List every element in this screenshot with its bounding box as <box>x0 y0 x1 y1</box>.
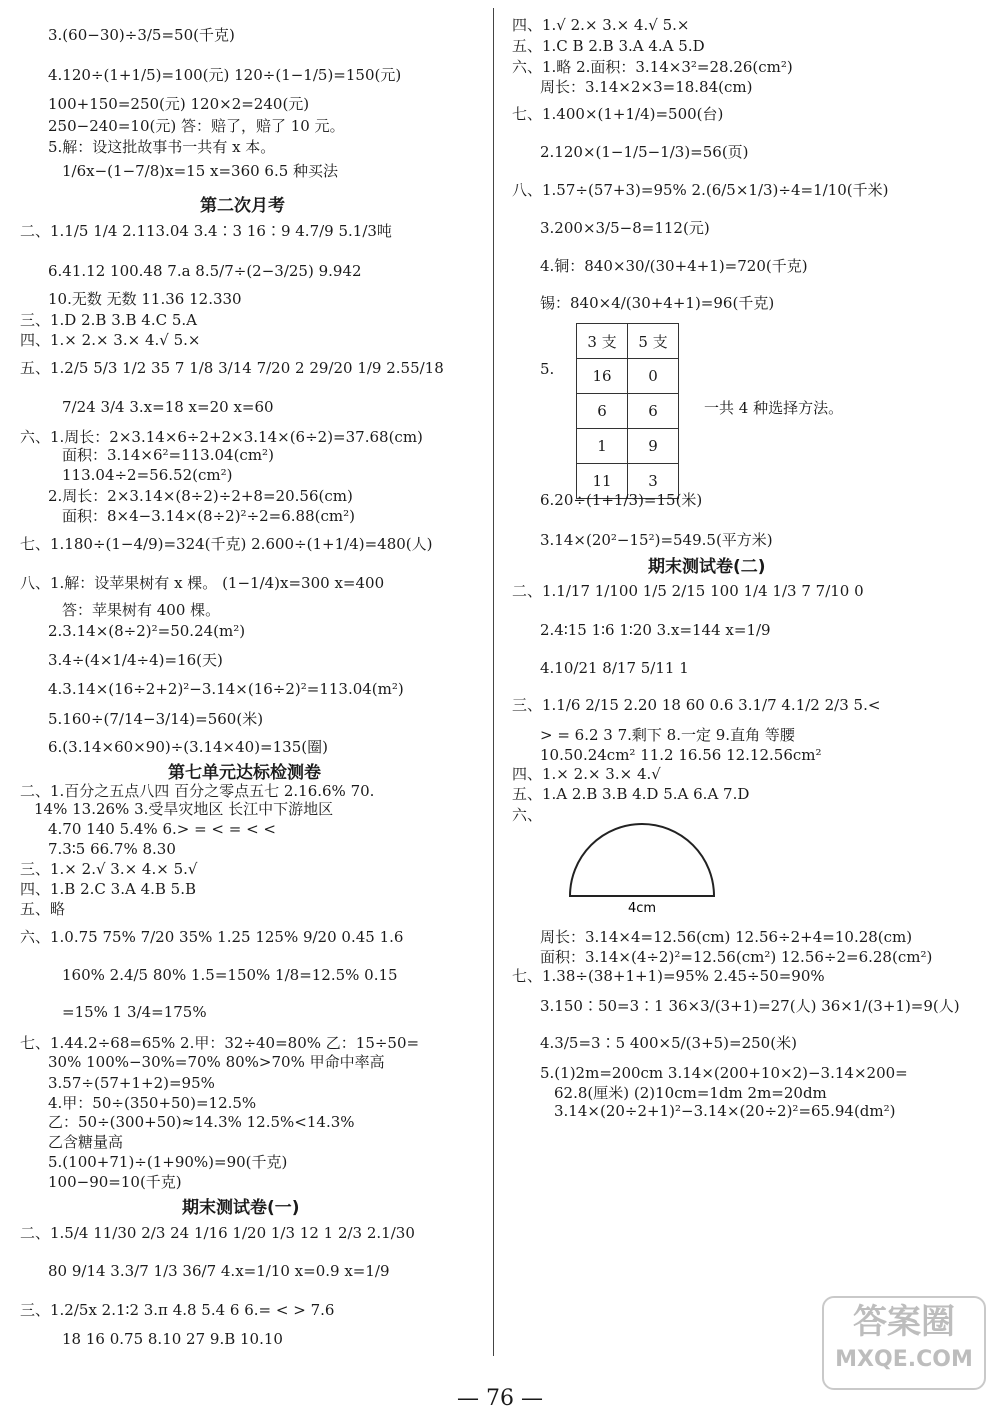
section-heading: 第二次月考 <box>200 196 285 216</box>
answer-line: 4.10/21 8/17 5/11 1 <box>540 659 689 677</box>
answer-line: 2.4∶15 1∶6 1∶20 3.x=144 x=1/9 <box>540 621 771 639</box>
answer-line: 五、1.A 2.B 3.B 4.D 5.A 6.A 7.D <box>512 785 750 803</box>
table-row <box>577 394 679 429</box>
answer-line: 3.4÷(4×1/4÷4)=16(天) <box>48 651 223 669</box>
answer-line: 10.50.24cm² 11.2 16.56 12.12.56cm² <box>540 746 822 764</box>
answer-line: 四、1.× 2.× 3.× 4.√ 5.× <box>20 331 201 349</box>
column-divider <box>493 8 494 1356</box>
answer-line: > = 6.2 3 7.剩下 8.一定 9.直角 等腰 <box>540 726 795 744</box>
answer-line: 三、1.× 2.√ 3.× 4.× 5.√ <box>20 860 198 878</box>
answer-line: 10.无数 无数 11.36 12.330 <box>48 290 242 308</box>
answer-line: 113.04÷2=56.52(cm²) <box>62 466 233 484</box>
answer-line: 面积：3.14×6²=113.04(cm²) <box>62 446 274 464</box>
answer-line: 三、1.1/6 2/15 2.20 18 60 0.6 3.1/7 4.1/2 2/3 5.< <box>512 696 881 714</box>
answer-line: 六、1.周长：2×3.14×6÷2+2×3.14×(6÷2)=37.68(cm) <box>20 428 423 446</box>
table-header-cell: 3 支 <box>577 324 628 359</box>
answer-line: 三、1.D 2.B 3.B 4.C 5.A <box>20 311 198 329</box>
answer-line: 八、1.解：设苹果树有 x 棵。 (1−1/4)x=300 x=400 <box>20 574 385 592</box>
answer-line: 80 9/14 3.3/7 1/3 36/7 4.x=1/10 x=0.9 x=1/9 <box>48 1262 390 1280</box>
answer-line: 面积：3.14×(4÷2)²=12.56(cm²) 12.56÷2=6.28(cm²) <box>540 948 933 966</box>
answer-line: 18 16 0.75 8.10 27 9.B 10.10 <box>62 1330 283 1348</box>
answer-line: 四、1.√ 2.× 3.× 4.√ 5.× <box>512 16 690 34</box>
answer-line: 3.14×(20÷2+1)²−3.14×(20÷2)²=65.94(dm²) <box>554 1102 896 1120</box>
answer-line: 4.3/5=3∶5 400×5/(3+5)=250(米) <box>540 1034 797 1052</box>
answer-line: 4.甲：50÷(350+50)=12.5% <box>48 1094 257 1112</box>
answer-line: 5.(1)2m=200cm 3.14×(200+10×2)−3.14×200= <box>540 1064 908 1082</box>
answer-line: 二、1.百分之五点八四 百分之零点五七 2.16.6% 70. <box>20 782 375 800</box>
table-cell: 11 <box>577 464 628 499</box>
answer-line: 周长：3.14×4=12.56(cm) 12.56÷2+4=10.28(cm) <box>540 928 913 946</box>
answer-line: 4.120÷(1+1/5)=100(元) 120÷(1−1/5)=150(元) <box>48 66 402 84</box>
answer-line: 6.41.12 100.48 7.a 8.5/7÷(2−3/25) 9.942 <box>48 262 362 280</box>
answer-line: 7/24 3/4 3.x=18 x=20 x=60 <box>62 398 274 416</box>
answer-line: 6.20÷(1+1/3)=15(米) <box>540 491 703 509</box>
answer-line: 1/6x−(1−7/8)x=15 x=360 6.5 种买法 <box>62 162 339 180</box>
answer-line: 62.8(厘米) (2)10cm=1dm 2m=20dm <box>554 1084 827 1102</box>
section-heading: 期末测试卷(二) <box>648 557 766 577</box>
answer-line: 100+150=250(元) 120×2=240(元) <box>48 95 310 113</box>
answer-line: 六、 <box>512 806 543 824</box>
answer-line: 七、1.44.2÷68=65% 2.甲：32÷40=80% 乙：15÷50= <box>20 1034 420 1052</box>
answer-line: 2.3.14×(8÷2)²=50.24(m²) <box>48 622 246 640</box>
table-row <box>577 359 679 394</box>
answer-line: 二、1.1/17 1/100 1/5 2/15 100 1/4 1/3 7 7/10 0 <box>512 582 864 600</box>
answer-line: 乙：50÷(300+50)≈14.3% 12.5%<14.3% <box>48 1113 355 1131</box>
answer-line: 面积：8×4−3.14×(8÷2)²÷2=6.88(cm²) <box>62 507 355 525</box>
answer-line: 5.160÷(7/14−3/14)=560(米) <box>48 710 264 728</box>
table-cell: 9 <box>628 429 679 464</box>
table-cell: 1 <box>577 429 628 464</box>
section-heading: 第七单元达标检测卷 <box>168 763 321 783</box>
answer-line: 五、1.C B 2.B 3.A 4.A 5.D <box>512 37 705 55</box>
choice-table <box>576 323 679 499</box>
watermark-top: 答案圈 <box>853 1302 955 1342</box>
answer-line: 3.57÷(57+1+2)=95% <box>48 1074 215 1092</box>
answer-line: =15% 1 3/4=175% <box>62 1003 207 1021</box>
table-cell: 6 <box>577 394 628 429</box>
answer-line: 4.3.14×(16÷2+2)²−3.14×(16÷2)²=113.04(m²) <box>48 680 404 698</box>
answer-line: 五、1.2/5 5/3 1/2 35 7 1/8 3/14 7/20 2 29/20 1/9 2.55/18 <box>20 359 444 377</box>
answer-line: 7.3∶5 66.7% 8.30 <box>48 840 176 858</box>
answer-line: 三、1.2/5x 2.1∶2 3.π 4.8 5.4 6 6.= < > 7.6 <box>20 1301 335 1319</box>
answer-line: 4.70 140 5.4% 6.> = < = < < <box>48 820 277 838</box>
answer-line: 3.200×3/5−8=112(元) <box>540 219 710 237</box>
answer-line: 七、1.400×(1+1/4)=500(台) <box>512 105 724 123</box>
answer-line: 100−90=10(千克) <box>48 1173 182 1191</box>
answer-line: 一共 4 种选择方法。 <box>704 399 844 417</box>
answer-line: 八、1.57÷(57+3)=95% 2.(6/5×1/3)÷4=1/10(千米) <box>512 181 889 199</box>
table-cell: 16 <box>577 359 628 394</box>
answer-line: 锡：840×4/(30+4+1)=96(千克) <box>540 294 775 312</box>
answer-line: 30% 100%−30%=70% 80%>70% 甲命中率高 <box>48 1053 385 1071</box>
answer-line: 二、1.1/5 1/4 2.113.04 3.4∶3 16∶9 4.7/9 5.1/3吨 <box>20 222 392 240</box>
answer-line: 3.14×(20²−15²)=549.5(平方米) <box>540 531 773 549</box>
answer-line: 5. <box>540 360 555 378</box>
table-cell: 6 <box>628 394 679 429</box>
answer-line: 四、1.B 2.C 3.A 4.B 5.B <box>20 880 197 898</box>
answer-line: 160% 2.4/5 80% 1.5=150% 1/8=12.5% 0.15 <box>62 966 398 984</box>
answer-line: 2.周长：2×3.14×(8÷2)÷2+8=20.56(cm) <box>48 487 353 505</box>
semicircle-shape <box>570 824 714 896</box>
answer-line: 5.解：设这批故事书一共有 x 本。 <box>48 138 276 156</box>
diameter-label: 4cm <box>627 901 657 916</box>
table-row <box>577 429 679 464</box>
answer-line: 4.铜：840×30/(30+4+1)=720(千克) <box>540 257 808 275</box>
answer-line: 乙含糖量高 <box>48 1133 124 1151</box>
answer-line: 答：苹果树有 400 棵。 <box>62 601 221 619</box>
semicircle-diagram <box>566 808 766 918</box>
answer-line: 14% 13.26% 3.受旱灾地区 长江中下游地区 <box>34 800 334 818</box>
answer-line: 五、略 <box>20 900 66 918</box>
answer-line: 5.(100+71)÷(1+90%)=90(千克) <box>48 1153 288 1171</box>
table-cell: 0 <box>628 359 679 394</box>
answer-line: 四、1.× 2.× 3.× 4.√ <box>512 765 661 783</box>
answer-line: 六、1.0.75 75% 7/20 35% 1.25 125% 9/20 0.45 1.6 <box>20 928 404 946</box>
watermark-bottom: MXQE.COM <box>835 1347 973 1372</box>
watermark-logo <box>822 1296 986 1390</box>
answer-line: 6.(3.14×60×90)÷(3.14×40)=135(圈) <box>48 738 328 756</box>
answer-line: 周长：3.14×2×3=18.84(cm) <box>540 78 753 96</box>
answer-line: 七、1.38÷(38+1+1)=95% 2.45÷50=90% <box>512 967 825 985</box>
answer-line: 3.150∶50=3∶1 36×3/(3+1)=27(人) 36×1/(3+1)=9(人) <box>540 997 960 1015</box>
answer-line: 250−240=10(元) 答：赔了，赔了 10 元。 <box>48 117 345 135</box>
section-heading: 期末测试卷(一) <box>182 1198 300 1218</box>
answer-line: 2.120×(1−1/5−1/3)=56(页) <box>540 143 749 161</box>
page-number: — 76 — <box>457 1386 543 1411</box>
table-header-cell: 5 支 <box>628 324 679 359</box>
answer-line: 3.(60−30)÷3/5=50(千克) <box>48 26 235 44</box>
table-cell: 3 <box>628 464 679 499</box>
answer-line: 六、1.略 2.面积：3.14×3²=28.26(cm²) <box>512 58 793 76</box>
answer-line: 七、1.180÷(1−4/9)=324(千克) 2.600÷(1+1/4)=480(人) <box>20 535 433 553</box>
answer-line: 二、1.5/4 11/30 2/3 24 1/16 1/20 1/3 12 1 2/3 2.1/30 <box>20 1224 415 1242</box>
